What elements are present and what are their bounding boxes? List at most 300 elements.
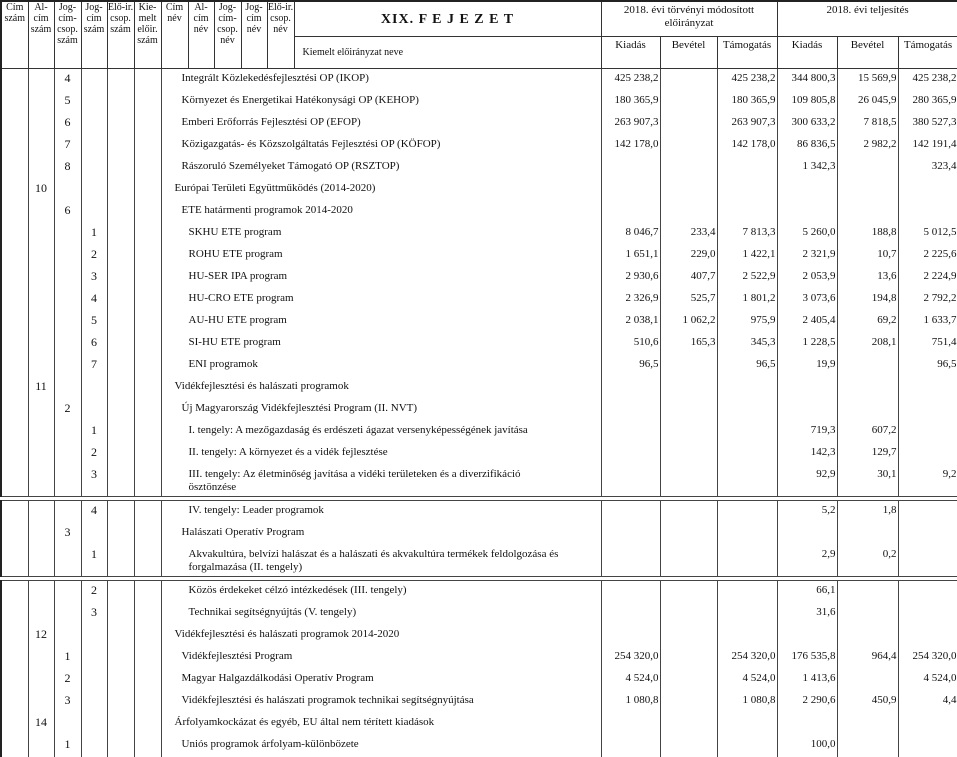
alcim-number xyxy=(28,157,54,179)
jogcim-number xyxy=(81,523,107,545)
item-name: Emberi Erőforrás Fejlesztési OP (EFOP) xyxy=(161,113,601,135)
value-cell: 751,4 xyxy=(898,333,957,355)
alcim-number: 11 xyxy=(28,377,54,399)
kiemelt-number xyxy=(134,113,161,135)
value-cell xyxy=(601,625,660,647)
value-cell: 5 012,5 xyxy=(898,223,957,245)
eloir-csop-number xyxy=(107,465,134,497)
cim-number xyxy=(1,399,28,421)
kiemelt-number xyxy=(134,465,161,497)
value-cell xyxy=(601,501,660,524)
value-cell: 66,1 xyxy=(777,581,837,604)
alcim-number xyxy=(28,399,54,421)
cim-number xyxy=(1,333,28,355)
kiemelt-number xyxy=(134,223,161,245)
value-cell: 4 524,0 xyxy=(601,669,660,691)
value-cell xyxy=(717,443,777,465)
eloir-csop-number xyxy=(107,69,134,92)
kiemelt-number xyxy=(134,669,161,691)
jogcim-number: 2 xyxy=(81,245,107,267)
jogcim-number: 6 xyxy=(81,333,107,355)
value-cell xyxy=(717,377,777,399)
table-header xyxy=(1,1,957,69)
table-row xyxy=(1,157,957,179)
jogcimcsop-number xyxy=(54,465,81,497)
value-cell xyxy=(898,603,957,625)
value-cell: 254 320,0 xyxy=(898,647,957,669)
value-cell xyxy=(660,669,717,691)
value-cell: 1 062,2 xyxy=(660,311,717,333)
value-cell: 407,7 xyxy=(660,267,717,289)
kiemelt-number xyxy=(134,647,161,669)
cim-number xyxy=(1,523,28,545)
value-cell xyxy=(660,735,717,757)
jogcim-number xyxy=(81,201,107,223)
alcim-number xyxy=(28,603,54,625)
value-cell xyxy=(601,523,660,545)
jogcimcsop-number xyxy=(54,603,81,625)
table-row xyxy=(1,501,957,524)
value-cell xyxy=(717,399,777,421)
eloir-csop-number xyxy=(107,691,134,713)
value-cell xyxy=(660,545,717,577)
value-cell xyxy=(660,113,717,135)
value-cell xyxy=(717,179,777,201)
eloir-csop-number xyxy=(107,289,134,311)
alcim-number xyxy=(28,289,54,311)
jogcimcsop-number: 5 xyxy=(54,91,81,113)
alcim-number xyxy=(28,501,54,524)
jogcim-number: 3 xyxy=(81,465,107,497)
alcim-number xyxy=(28,465,54,497)
value-cell: 2 982,2 xyxy=(837,135,898,157)
value-cell: 345,3 xyxy=(717,333,777,355)
value-cell xyxy=(837,355,898,377)
table-row xyxy=(1,267,957,289)
value-cell: 2 321,9 xyxy=(777,245,837,267)
jogcim-number xyxy=(81,669,107,691)
kiemelt-number xyxy=(134,691,161,713)
kiemelt-number xyxy=(134,311,161,333)
jogcimcsop-number xyxy=(54,223,81,245)
cim-number xyxy=(1,113,28,135)
kiemelt-number xyxy=(134,157,161,179)
value-cell xyxy=(601,603,660,625)
value-cell: 450,9 xyxy=(837,691,898,713)
value-cell xyxy=(601,581,660,604)
item-name: Technikai segítségnyújtás (V. tengely) xyxy=(161,603,601,625)
jogcim-number xyxy=(81,713,107,735)
value-cell: 96,5 xyxy=(898,355,957,377)
item-name: Halászati Operatív Program xyxy=(161,523,601,545)
item-name: Rászoruló Személyeket Támogató OP (RSZTOP) xyxy=(161,157,601,179)
item-name: IV. tengely: Leader programok xyxy=(161,501,601,524)
value-cell: 425 238,2 xyxy=(717,69,777,92)
value-cell xyxy=(717,201,777,223)
value-cell xyxy=(898,421,957,443)
column-header: Cím szám xyxy=(1,1,28,69)
eloir-csop-number xyxy=(107,669,134,691)
item-name: Integrált Közlekedésfejlesztési OP (IKOP) xyxy=(161,69,601,92)
value-cell xyxy=(898,523,957,545)
value-cell xyxy=(717,545,777,577)
jogcimcsop-number xyxy=(54,443,81,465)
eloir-csop-number xyxy=(107,355,134,377)
kiemelt-number xyxy=(134,333,161,355)
value-cell xyxy=(898,625,957,647)
kiemelt-number xyxy=(134,523,161,545)
value-cell xyxy=(601,399,660,421)
value-cell: 142,3 xyxy=(777,443,837,465)
alcim-number xyxy=(28,245,54,267)
value-cell: 380 527,3 xyxy=(898,113,957,135)
jogcimcsop-number xyxy=(54,625,81,647)
value-column-header: Bevétel xyxy=(660,37,717,69)
value-cell: 1 080,8 xyxy=(601,691,660,713)
cim-number xyxy=(1,545,28,577)
value-cell xyxy=(660,691,717,713)
value-column-header: Kiadás xyxy=(601,37,660,69)
value-cell: 5,2 xyxy=(777,501,837,524)
value-cell: 1 413,6 xyxy=(777,669,837,691)
value-cell: 26 045,9 xyxy=(837,91,898,113)
value-cell xyxy=(717,603,777,625)
alcim-number: 10 xyxy=(28,179,54,201)
value-cell: 233,4 xyxy=(660,223,717,245)
value-cell xyxy=(898,377,957,399)
table-row xyxy=(1,465,957,497)
item-name: Környezet és Energetikai Hatékonysági OP (KEHOP) xyxy=(161,91,601,113)
cim-number xyxy=(1,465,28,497)
value-cell xyxy=(601,201,660,223)
value-cell: 2 792,2 xyxy=(898,289,957,311)
value-cell xyxy=(898,713,957,735)
cim-number xyxy=(1,289,28,311)
alcim-number xyxy=(28,223,54,245)
alcim-number xyxy=(28,545,54,577)
cim-number xyxy=(1,267,28,289)
value-cell xyxy=(660,523,717,545)
column-header: Kie-melt előir. szám xyxy=(134,1,161,69)
jogcimcsop-number: 8 xyxy=(54,157,81,179)
cim-number xyxy=(1,603,28,625)
value-cell xyxy=(601,465,660,497)
eloir-csop-number xyxy=(107,545,134,577)
table-row xyxy=(1,135,957,157)
value-cell xyxy=(660,443,717,465)
column-header: Cím név xyxy=(161,1,188,69)
table-row xyxy=(1,113,957,135)
eloir-csop-number xyxy=(107,157,134,179)
kiemelt-number xyxy=(134,399,161,421)
value-cell: 96,5 xyxy=(717,355,777,377)
kiemelt-number xyxy=(134,603,161,625)
jogcim-number xyxy=(81,135,107,157)
value-cell xyxy=(837,735,898,757)
jogcimcsop-number: 6 xyxy=(54,113,81,135)
jogcimcsop-number: 2 xyxy=(54,669,81,691)
jogcimcsop-number xyxy=(54,713,81,735)
value-cell: 1,8 xyxy=(837,501,898,524)
value-cell: 1 801,2 xyxy=(717,289,777,311)
value-cell: 1 422,1 xyxy=(717,245,777,267)
cim-number xyxy=(1,69,28,92)
item-name: II. tengely: A környezet és a vidék fejlesztése xyxy=(161,443,601,465)
cim-number xyxy=(1,157,28,179)
value-cell: 142 178,0 xyxy=(717,135,777,157)
item-name: Európai Területi Együttműködés (2014-2020) xyxy=(161,179,601,201)
value-cell: 1 228,5 xyxy=(777,333,837,355)
item-name: Akvakultúra, belvízi halászat és a halászati és akvakultúra termékek feldolgozása és forgalmazása (II. tengely) xyxy=(161,545,601,577)
jogcimcsop-number xyxy=(54,311,81,333)
value-cell: 4 524,0 xyxy=(717,669,777,691)
column-header: Jog-cím szám xyxy=(81,1,107,69)
table-row xyxy=(1,523,957,545)
value-cell xyxy=(777,523,837,545)
kiemelt-number xyxy=(134,421,161,443)
value-cell: 92,9 xyxy=(777,465,837,497)
table-row xyxy=(1,443,957,465)
table-row xyxy=(1,289,957,311)
value-cell xyxy=(837,581,898,604)
item-name: Vidékfejlesztési Program xyxy=(161,647,601,669)
alcim-number xyxy=(28,267,54,289)
jogcimcsop-number xyxy=(54,355,81,377)
value-cell xyxy=(601,443,660,465)
item-name: AU-HU ETE program xyxy=(161,311,601,333)
eloir-csop-number xyxy=(107,501,134,524)
value-cell xyxy=(601,713,660,735)
value-cell xyxy=(717,625,777,647)
group-header-planned: 2018. évi törvényi módosított előirányzat xyxy=(601,1,777,37)
jogcim-number: 5 xyxy=(81,311,107,333)
kiemelt-number xyxy=(134,545,161,577)
kiemelt-number xyxy=(134,267,161,289)
kiemelt-number xyxy=(134,201,161,223)
item-name: ETE határmenti programok 2014-2020 xyxy=(161,201,601,223)
value-cell xyxy=(717,465,777,497)
kiemelt-number xyxy=(134,91,161,113)
value-cell: 1 651,1 xyxy=(601,245,660,267)
jogcimcsop-number xyxy=(54,581,81,604)
table-row xyxy=(1,311,957,333)
value-cell xyxy=(601,179,660,201)
value-cell xyxy=(660,625,717,647)
value-cell xyxy=(660,201,717,223)
kiemelt-number xyxy=(134,69,161,92)
value-cell: 229,0 xyxy=(660,245,717,267)
cim-number xyxy=(1,91,28,113)
value-cell: 30,1 xyxy=(837,465,898,497)
alcim-number xyxy=(28,91,54,113)
value-cell xyxy=(660,179,717,201)
eloir-csop-number xyxy=(107,713,134,735)
table-row xyxy=(1,91,957,113)
jogcim-number xyxy=(81,69,107,92)
value-cell: 263 907,3 xyxy=(601,113,660,135)
eloir-csop-number xyxy=(107,267,134,289)
value-cell: 2 930,6 xyxy=(601,267,660,289)
value-cell xyxy=(660,399,717,421)
value-cell: 964,4 xyxy=(837,647,898,669)
value-cell: 8 046,7 xyxy=(601,223,660,245)
alcim-number xyxy=(28,69,54,92)
value-cell: 188,8 xyxy=(837,223,898,245)
item-name: Uniós programok árfolyam-különbözete xyxy=(161,735,601,757)
value-cell xyxy=(898,545,957,577)
value-cell xyxy=(837,377,898,399)
cim-number xyxy=(1,625,28,647)
table-row xyxy=(1,421,957,443)
value-cell: 254 320,0 xyxy=(717,647,777,669)
item-name: ENI programok xyxy=(161,355,601,377)
value-cell: 425 238,2 xyxy=(601,69,660,92)
value-cell xyxy=(898,201,957,223)
value-cell xyxy=(601,157,660,179)
cim-number xyxy=(1,581,28,604)
value-cell: 7 818,5 xyxy=(837,113,898,135)
jogcim-number: 7 xyxy=(81,355,107,377)
jogcimcsop-number xyxy=(54,267,81,289)
jogcimcsop-number xyxy=(54,501,81,524)
eloir-csop-number xyxy=(107,581,134,604)
value-cell xyxy=(777,377,837,399)
column-header: Al-cím név xyxy=(188,1,214,69)
table-row xyxy=(1,545,957,577)
value-cell: 2 224,9 xyxy=(898,267,957,289)
value-cell xyxy=(837,399,898,421)
item-name: Vidékfejlesztési és halászati programok xyxy=(161,377,601,399)
item-name: Vidékfejlesztési és halászati programok 2014-2020 xyxy=(161,625,601,647)
eloir-csop-number xyxy=(107,113,134,135)
eloir-csop-number xyxy=(107,603,134,625)
value-cell xyxy=(837,603,898,625)
item-name: Vidékfejlesztési és halászati programok technikai segítségnyújtása xyxy=(161,691,601,713)
value-cell: 9,2 xyxy=(898,465,957,497)
alcim-number xyxy=(28,523,54,545)
item-name: Árfolyamkockázat és egyéb, EU által nem térített kiadások xyxy=(161,713,601,735)
cim-number xyxy=(1,179,28,201)
value-cell: 86 836,5 xyxy=(777,135,837,157)
jogcim-number xyxy=(81,113,107,135)
value-cell: 5 260,0 xyxy=(777,223,837,245)
value-cell: 510,6 xyxy=(601,333,660,355)
value-cell: 2 053,9 xyxy=(777,267,837,289)
kiemelt-number xyxy=(134,501,161,524)
jogcim-number: 1 xyxy=(81,223,107,245)
jogcim-number xyxy=(81,691,107,713)
item-name: Közös érdekeket célzó intézkedések (III. tengely) xyxy=(161,581,601,604)
item-name: Új Magyarország Vidékfejlesztési Program (II. NVT) xyxy=(161,399,601,421)
value-cell xyxy=(660,69,717,92)
group-header-actual: 2018. évi teljesítés xyxy=(777,1,957,37)
value-cell xyxy=(898,179,957,201)
value-cell xyxy=(717,523,777,545)
value-cell xyxy=(837,179,898,201)
value-cell xyxy=(777,201,837,223)
value-cell xyxy=(837,713,898,735)
value-cell: 7 813,3 xyxy=(717,223,777,245)
alcim-number xyxy=(28,421,54,443)
value-cell xyxy=(601,545,660,577)
kiemelt-number xyxy=(134,289,161,311)
jogcim-number xyxy=(81,625,107,647)
table-row xyxy=(1,223,957,245)
jogcim-number: 2 xyxy=(81,443,107,465)
column-header: Elő-ir. csop. szám xyxy=(107,1,134,69)
kiemelt-number xyxy=(134,625,161,647)
value-cell xyxy=(777,625,837,647)
eloir-csop-number xyxy=(107,421,134,443)
value-cell xyxy=(777,179,837,201)
cim-number xyxy=(1,735,28,757)
table-row xyxy=(1,625,957,647)
value-cell: 2 225,6 xyxy=(898,245,957,267)
jogcimcsop-number: 2 xyxy=(54,399,81,421)
jogcimcsop-number: 3 xyxy=(54,691,81,713)
cim-number xyxy=(1,355,28,377)
kiemelt-number xyxy=(134,245,161,267)
value-cell: 165,3 xyxy=(660,333,717,355)
jogcim-number: 4 xyxy=(81,501,107,524)
cim-number xyxy=(1,201,28,223)
jogcimcsop-number xyxy=(54,421,81,443)
value-cell: 2 038,1 xyxy=(601,311,660,333)
value-cell xyxy=(660,135,717,157)
cim-number xyxy=(1,501,28,524)
cim-number xyxy=(1,669,28,691)
cim-number xyxy=(1,245,28,267)
value-cell xyxy=(717,421,777,443)
value-cell: 109 805,8 xyxy=(777,91,837,113)
value-cell: 176 535,8 xyxy=(777,647,837,669)
value-cell: 10,7 xyxy=(837,245,898,267)
value-cell xyxy=(777,399,837,421)
alcim-number xyxy=(28,311,54,333)
column-header: Al-cím szám xyxy=(28,1,54,69)
table-row xyxy=(1,399,957,421)
value-cell xyxy=(898,735,957,757)
value-cell: 2 290,6 xyxy=(777,691,837,713)
table-row xyxy=(1,713,957,735)
jogcim-number: 4 xyxy=(81,289,107,311)
value-cell: 31,6 xyxy=(777,603,837,625)
value-column-header: Támogatás xyxy=(717,37,777,69)
jogcim-number xyxy=(81,91,107,113)
value-column-header: Bevétel xyxy=(837,37,898,69)
value-cell xyxy=(660,581,717,604)
value-cell xyxy=(660,647,717,669)
eloir-csop-number xyxy=(107,647,134,669)
jogcim-number: 3 xyxy=(81,267,107,289)
kiemelt-number xyxy=(134,581,161,604)
table-row xyxy=(1,581,957,604)
value-cell: 2 326,9 xyxy=(601,289,660,311)
table-row xyxy=(1,377,957,399)
value-cell: 1 342,3 xyxy=(777,157,837,179)
eloir-csop-number xyxy=(107,735,134,757)
value-cell xyxy=(601,377,660,399)
name-column-header: Kiemelt előirányzat neve xyxy=(294,37,601,69)
value-cell: 180 365,9 xyxy=(717,91,777,113)
value-cell: 525,7 xyxy=(660,289,717,311)
item-name: SI-HU ETE program xyxy=(161,333,601,355)
jogcimcsop-number xyxy=(54,377,81,399)
jogcimcsop-number xyxy=(54,245,81,267)
value-cell: 280 365,9 xyxy=(898,91,957,113)
table-row xyxy=(1,735,957,757)
value-cell: 344 800,3 xyxy=(777,69,837,92)
